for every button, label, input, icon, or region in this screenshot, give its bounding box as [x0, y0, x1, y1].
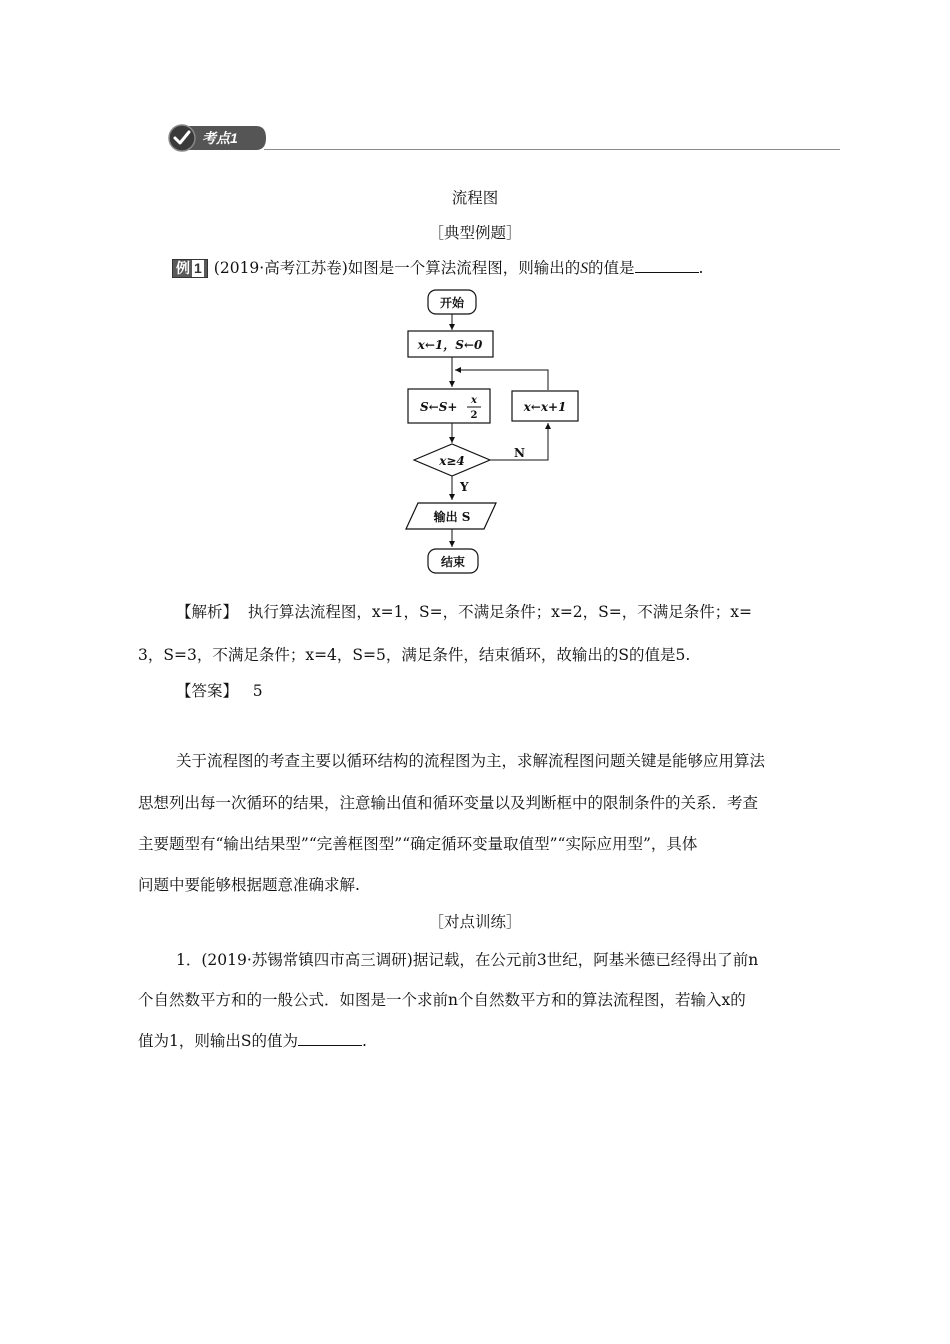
problem1-line-1: 1．(2019·苏锡常镇四市高三调研)据记载，在公元前3世纪，阿基米德已经得出了前n	[176, 951, 759, 969]
section-header	[168, 124, 840, 152]
answer-value: 5	[252, 682, 263, 700]
analysis-label: 【解析】	[176, 603, 239, 621]
section-rule	[264, 149, 840, 150]
answer	[176, 679, 263, 701]
problem1-line-2: 个自然数平方和的一般公式．如图是一个求前n个自然数平方和的算法流程图，若输入x的	[138, 991, 746, 1009]
answer-label: 【答案】	[176, 682, 239, 700]
page-title: 流程图	[451, 189, 499, 207]
example-badge: 例 1	[172, 259, 208, 278]
no-label: N	[514, 446, 525, 460]
example-source: (2019·高考江苏卷)	[213, 259, 348, 277]
section-badge	[168, 124, 268, 152]
init-label: x←1，S←0	[417, 338, 483, 352]
output-label: 输出 S	[433, 510, 471, 524]
typical-heading: ［典型例题］	[428, 224, 522, 242]
example-question: 例 1 (2019·高考江苏卷)如图是一个算法流程图，则输出的S的值是 .	[172, 256, 703, 278]
answer-blank	[635, 258, 699, 273]
update-x-label: x←x+1	[523, 400, 567, 414]
yes-label: Y	[460, 480, 469, 494]
summary-line-1: 关于流程图的考查主要以循环结构的流程图为主，求解流程图问题关键是能够应用算法	[176, 752, 766, 770]
analysis-line-1: 【解析】 执行算法流程图，x=1，S=，不满足条件；x=2，S=，不满足条件；x=	[176, 603, 752, 621]
check-icon	[169, 125, 195, 151]
practice-heading: ［对点训练］	[428, 913, 522, 931]
summary-line-4: 问题中要能够根据题意准确求解.	[138, 876, 360, 894]
end-label: 结束	[440, 555, 466, 569]
frac-denominator: 2	[470, 410, 478, 421]
update-s-label: S←S+	[420, 400, 458, 414]
problem1-line-3: 值为1，则输出S的值为 .	[138, 1032, 367, 1050]
frac-numerator: x	[471, 395, 477, 406]
problem1-blank	[298, 1031, 362, 1046]
analysis-line-2: 3，S=3，不满足条件；x=4，S=5，满足条件，结束循环，故输出的S的值是5.	[138, 646, 691, 664]
summary-line-3: 主要题型有“输出结果型”“完善框图型”“确定循环变量取值型”“实际应用型”，具体	[138, 835, 698, 853]
section-badge-label: 考点1	[202, 130, 238, 146]
loop-back-arrow	[455, 370, 548, 390]
flowchart	[400, 285, 600, 580]
summary-line-2: 思想列出每一次循环的结果，注意输出值和循环变量以及判断框中的限制条件的关系．考查	[138, 794, 759, 812]
start-label: 开始	[439, 296, 465, 310]
decision-label: x≥4	[439, 454, 465, 468]
